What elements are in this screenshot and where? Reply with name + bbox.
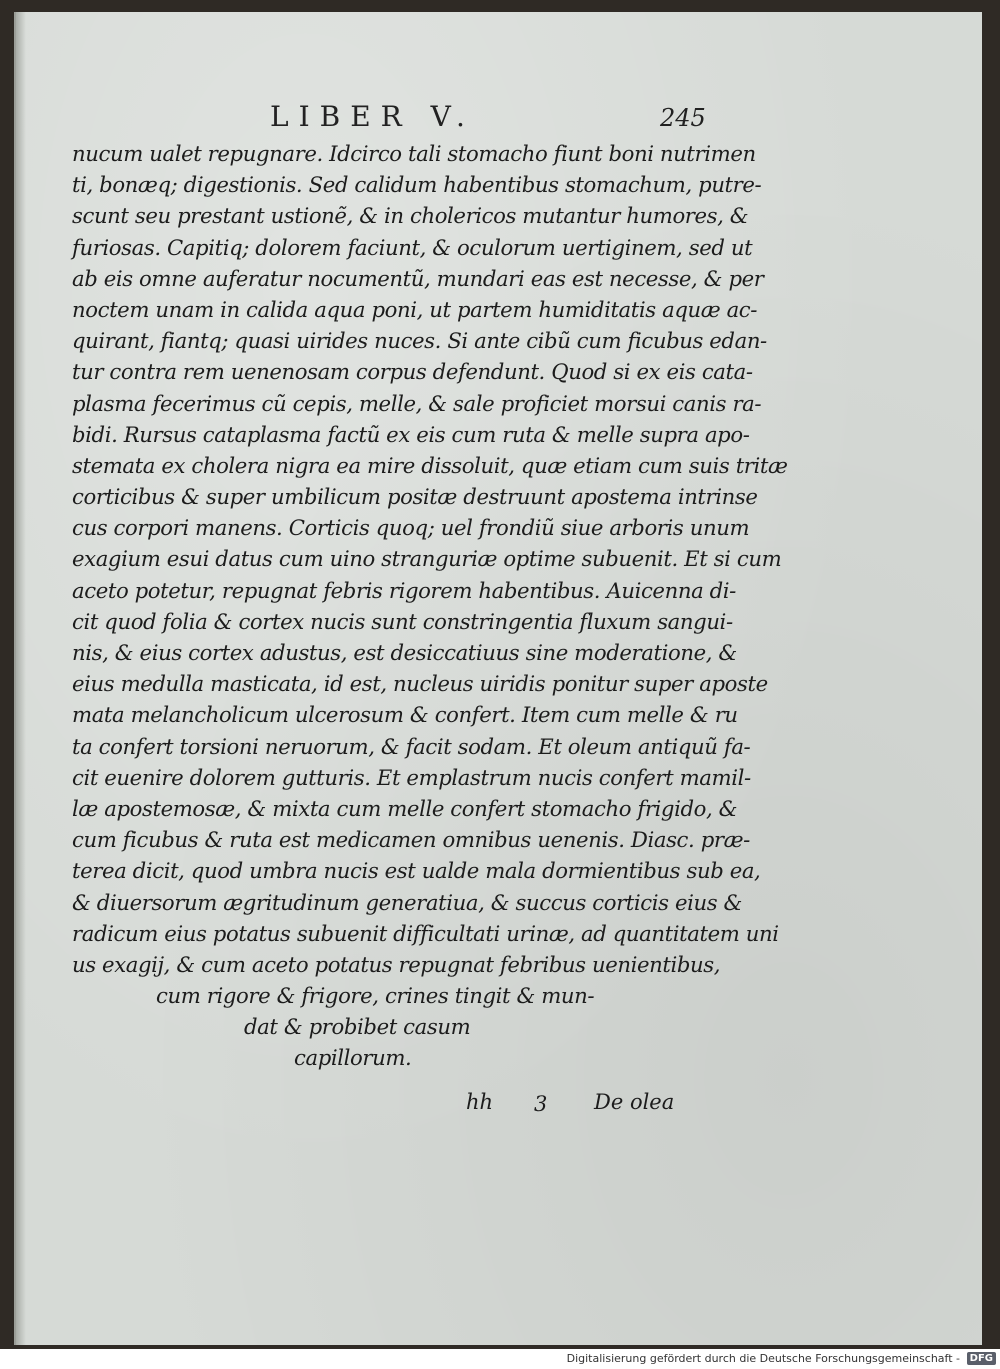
- text-line: mata melancholicum ulcerosum & confert. Item cum melle & ru: [72, 702, 738, 728]
- text-line: exagium esui datus cum uino stranguriæ optime subuenit. Et si cum: [72, 546, 782, 572]
- signature-line: [16, 1090, 982, 1124]
- page-number: 245: [660, 104, 706, 132]
- text-line: cit euenire dolorem gutturis. Et emplastrum nucis confert mamil-: [72, 764, 751, 790]
- closing-line: cum rigore & frigore, crines tingit & mun-: [156, 983, 595, 1009]
- text-line: cit quod folia & cortex nucis sunt constringentia fluxum sangui-: [72, 608, 733, 634]
- signature-number: 3: [534, 1092, 548, 1116]
- text-line: læ apostemosæ, & mixta cum melle confert stomacho frigido, &: [72, 795, 738, 821]
- text-line: cum ficubus & ruta est medicamen omnibus uenenis. Diasc. præ-: [72, 827, 750, 853]
- closing-line: dat & probibet casum: [244, 1014, 471, 1040]
- text-line: noctem unam in calida aqua poni, ut partem humiditatis aquæ ac-: [72, 296, 758, 322]
- book-page: [14, 12, 982, 1345]
- text-line: us exagij, & cum aceto potatus repugnat febribus uenientibus,: [72, 951, 721, 977]
- text-line: scunt seu prestant ustionẽ, & in cholericos mutantur humores, &: [72, 203, 749, 229]
- footer-credit: Digitalisierung gefördert durch die Deutsche Forschungsgemeinschaft -: [566, 1352, 960, 1365]
- text-line: plasma fecerimus cũ cepis, melle, & sale proficiet morsui canis ra-: [72, 390, 762, 416]
- text-line: ti, bonæq; digestionis. Sed calidum habentibus stomachum, putre-: [72, 172, 762, 198]
- closing-line: capillorum.: [294, 1045, 412, 1071]
- text-line: furiosas. Capitiq; dolorem faciunt, & oculorum uertiginem, sed ut: [72, 234, 753, 260]
- text-line: nucum ualet repugnare. Idcirco tali stomacho fiunt boni nutrimen: [72, 141, 756, 166]
- digitization-footer: [0, 1349, 1000, 1369]
- dfg-logo: DFG: [967, 1352, 996, 1365]
- page-gutter-shadow: [16, 12, 26, 1345]
- text-line: aceto potetur, repugnat febris rigorem habentibus. Auicenna di-: [72, 577, 736, 603]
- text-line: & diuersorum ægritudinum generatiua, & succus corticis eius &: [72, 889, 742, 915]
- text-line: ta confert torsioni neruorum, & facit sodam. Et oleum antiquũ fa-: [72, 733, 751, 759]
- text-line: eius medulla masticata, id est, nucleus uiridis ponitur super aposte: [72, 671, 768, 697]
- text-line: cus corpori manens. Corticis quoq; uel frondiũ siue arboris unum: [72, 515, 750, 541]
- text-line: quirant, fiantq; quasi uirides nuces. Si ante cibũ cum ficubus edan-: [72, 328, 767, 354]
- text-line: tur contra rem uenenosam corpus defendunt. Quod si ex eis cata-: [72, 359, 753, 385]
- signature-mark: hh: [466, 1090, 494, 1114]
- text-line: corticibus & super umbilicum positæ destruunt apostema intrinse: [72, 484, 758, 510]
- text-line: terea dicit, quod umbra nucis est ualde mala dormientibus sub ea,: [72, 858, 761, 884]
- catchword: De olea: [594, 1090, 675, 1114]
- running-head: LIBER V.: [270, 100, 475, 133]
- text-line: nis, & eius cortex adustus, est desiccatiuus sine moderatione, &: [72, 640, 737, 665]
- main-text-block: [72, 138, 788, 1074]
- text-line: radicum eius potatus subuenit difficultati urinæ, ad quantitatem uni: [72, 920, 779, 946]
- text-line: bidi. Rursus cataplasma factũ ex eis cum ruta & melle supra apo-: [72, 421, 750, 447]
- text-line: ab eis omne auferatur nocumentũ, mundari eas est necesse, & per: [72, 265, 764, 291]
- page-header: [16, 96, 982, 136]
- text-line: stemata ex cholera nigra ea mire dissoluit, quæ etiam cum suis tritæ: [72, 452, 788, 478]
